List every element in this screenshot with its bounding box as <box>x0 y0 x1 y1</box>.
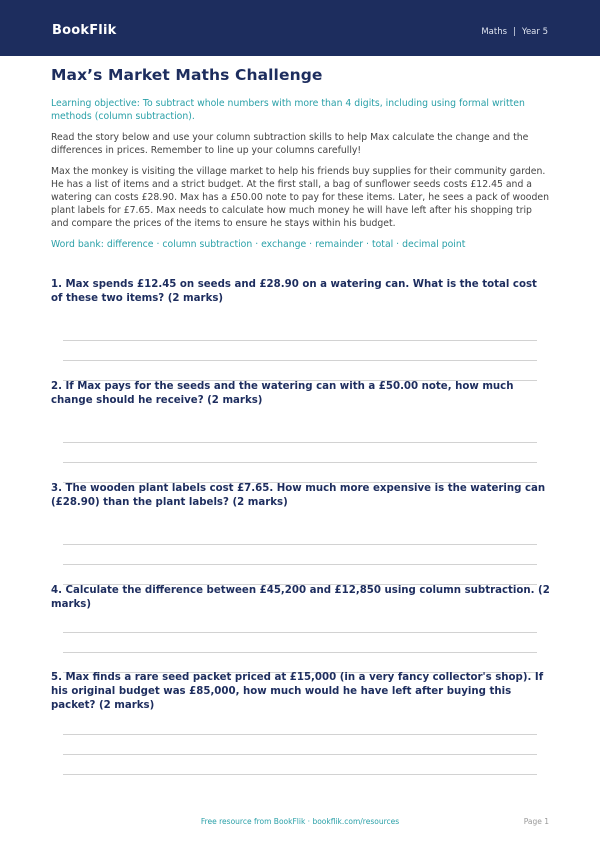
footer-resource-link[interactable]: Free resource from BookFlik · bookflik.com/resources <box>200 817 400 826</box>
story-text: Max the monkey is visiting the village market to help his friends buy supplies for their community garden. He has a list of items and a strict budget. At the first stall, a bag of sunflower seeds costs £12.45 and a watering can costs £28.90. Max has a £50.00 note to pay for these items. Later, he sees a pack of wooden plant labels for £7.65. Max needs to calculate how much money he will have left after his shopping trip and compare the prices of the items to ensure he stays within his budget. <box>51 166 549 229</box>
question-3: 3. The wooden plant labels cost £7.65. How much more expensive is the watering can (£28.90) than the plant labels? (2 marks) <box>51 483 546 508</box>
worksheet-intro <box>51 66 551 251</box>
answer-line[interactable] <box>63 442 537 443</box>
answer-line[interactable] <box>63 754 537 755</box>
page-title: Max’s Market Maths Challenge <box>51 66 323 84</box>
question-5: 5. Max finds a rare seed packet priced at £15,000 (in a very fancy collector's shop). If his original budget was £85,000, how much would he have left after buying this packet? (2 marks) <box>51 672 544 711</box>
answer-line[interactable] <box>63 340 537 341</box>
page-header <box>0 0 600 56</box>
answer-line[interactable] <box>63 734 537 735</box>
subject-label: Maths <box>481 27 508 37</box>
question-4: 4. Calculate the difference between £45,200 and £12,850 using column subtraction. (2 marks) <box>51 585 550 610</box>
answer-line[interactable] <box>63 462 537 463</box>
answer-line[interactable] <box>63 632 537 633</box>
answer-line[interactable] <box>63 774 537 775</box>
page-number: Page 1 <box>523 817 549 826</box>
answer-line[interactable] <box>63 652 537 653</box>
page-footer <box>0 817 600 829</box>
question-1: 1. Max spends £12.45 on seeds and £28.90 on a watering can. What is the total cost of these two items? (2 marks) <box>51 279 537 304</box>
word-bank: Word bank: difference · column subtraction · exchange · remainder · total · decimal point <box>51 239 466 250</box>
answer-line[interactable] <box>63 544 537 545</box>
brand-logo[interactable]: BookFlik <box>52 23 117 38</box>
answer-line[interactable] <box>63 564 537 565</box>
learning-objective: Learning objective: To subtract whole numbers with more than 4 digits, including using formal written methods (column subtraction). <box>51 98 525 122</box>
question-2: 2. If Max pays for the seeds and the watering can with a £50.00 note, how much change should he receive? (2 marks) <box>51 381 514 406</box>
year-label: Year 5 <box>521 27 548 37</box>
instructions-text: Read the story below and use your column subtraction skills to help Max calculate the change and the differences in prices. Remember to line up your columns carefully! <box>51 132 529 156</box>
header-separator: | <box>513 27 516 37</box>
answer-line[interactable] <box>63 360 537 361</box>
subject-year-label <box>481 27 548 37</box>
